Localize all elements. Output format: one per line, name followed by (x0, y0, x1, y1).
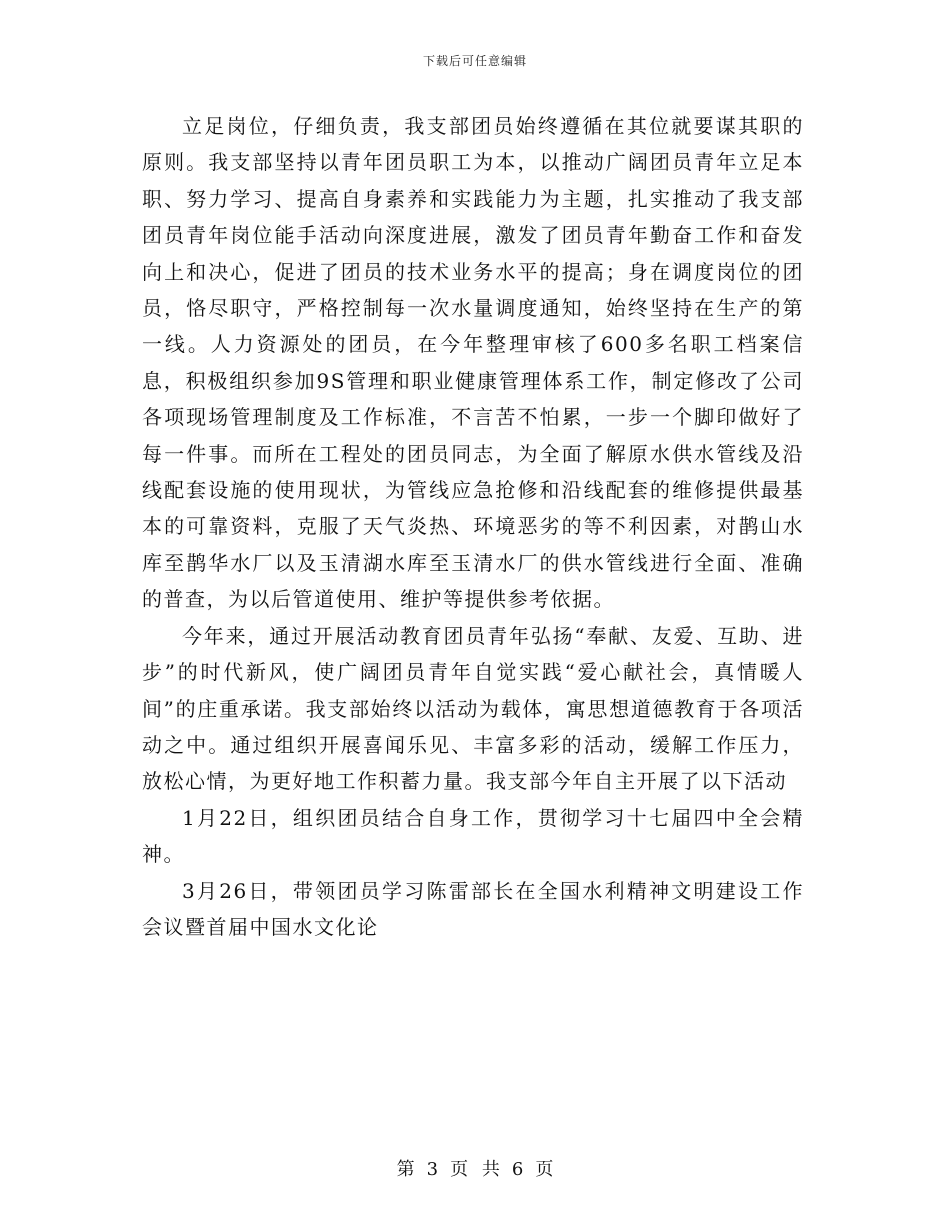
paragraph-4: 3月26日，带领团员学习陈雷部长在全国水利精神文明建设工作会议暨首届中国水文化论 (142, 878, 804, 939)
page-footer (0, 1155, 950, 1181)
page-label-mid: 页 共 (450, 1159, 500, 1180)
page-header: 下载后可任意编辑 (422, 54, 527, 68)
document-body (142, 108, 804, 945)
page-label-prefix: 第 (396, 1159, 415, 1180)
paragraph-3: 1月22日，组织团员结合自身工作，贯彻学习十七届四中全会精神。 (142, 805, 804, 867)
current-page-number: 3 (426, 1159, 439, 1180)
page-label-suffix: 页 (535, 1159, 554, 1180)
paragraph-2: 今年来，通过开展活动教育团员青年弘扬“奉献、友爱、互助、进步”的时代新风，使广阔团员青年自觉实践“爱心献社会，真情暖人间”的庄重承诺。我支部始终以活动为载体，寓思想道德教育于各项活动之中。通过组织开展喜闻乐见、丰富多彩的活动，缓解工作压力，放松心情，为更好地工作积蓄力量。我支部今年自主开展了以下活动 (142, 623, 804, 794)
paragraph-1: 立足岗位，仔细负责，我支部团员始终遵循在其位就要谋其职的原则。我支部坚持以青年团员职工为本，以推动广阔团员青年立足本职、努力学习、提高自身素养和实践能力为主题，扎实推动了我支部团员青年岗位能手活动向深度进展，激发了团员青年勤奋工作和奋发向上和决心，促进了团员的技术业务水平的提高；身在调度岗位的团员，恪尽职守，严格控制每一次水量调度通知，始终坚持在生产的第一线。人力资源处的团员，在今年整理审核了600多名职工档案信息，积极组织参加9S管理和职业健康管理体系工作，制定修改了公司各项现场管理制度及工作标准，不言苦不怕累，一步一个脚印做好了每一件事。而所在工程处的团员同志，为全面了解原水供水管线及沿线配套设施的使用现状，为管线应急抢修和沿线配套的维修提供最基本的可靠资料，克服了天气炎热、环境恶劣的等不利因素，对鹊山水库至鹊华水厂以及玉清湖水库至玉清水厂的供水管线进行全面、准确的普查，为以后管道使用、维护等提供参考依据。 (142, 114, 804, 612)
total-pages-number: 6 (511, 1159, 524, 1180)
